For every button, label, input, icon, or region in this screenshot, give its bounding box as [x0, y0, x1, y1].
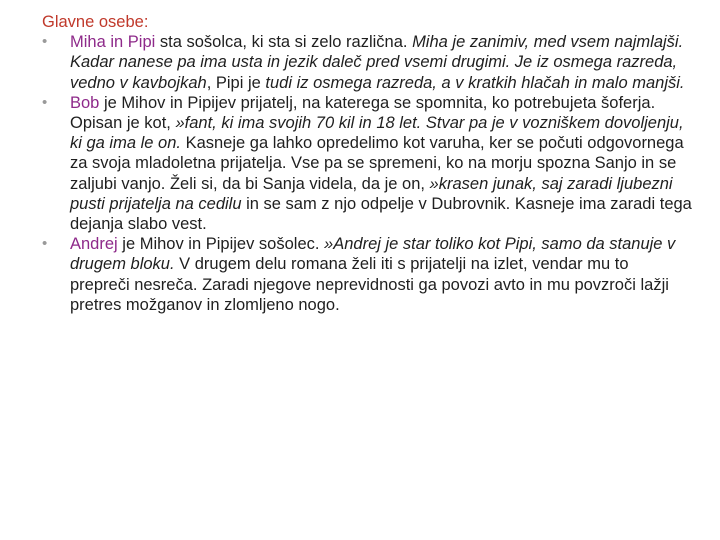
character-item [42, 234, 692, 315]
description-text: je Mihov in Pipijev prijatelj, na katerega se spomnita, ko potrebujeta šoferja. Opisan je kot, [70, 93, 656, 133]
quote-text: tudi iz osmega razreda, a v kratkih hlačah in malo manjši. [265, 73, 685, 92]
character-name: Andrej [70, 235, 118, 254]
character-item [42, 93, 692, 234]
description-text: sta sošolca, ki sta si zelo različna. [155, 33, 413, 52]
bullet-icon: • [42, 93, 48, 111]
description-text: V drugem delu romana želi iti s prijatelji na izlet, vendar mu to prepreči nesreča. Zaradi njegove neprevidnosti ga povozi avto in mu povzroči lažji pretres možganov in zlomljeno nogo. [70, 255, 669, 314]
content-area [42, 12, 692, 315]
quote-text: Miha je zanimiv, med vsem najmlajši. Kadar nanese pa ima usta in jezik daleč pred vsemi drugimi. Je iz osmega razreda, vedno v kavbojkah [70, 33, 684, 92]
character-list [42, 32, 692, 315]
quote-text: »krasen junak, saj zaradi ljubezni pusti prijatelja na cedilu [70, 174, 673, 213]
character-name: Bob [70, 93, 100, 112]
description-text: je Mihov in Pipijev sošolec. [117, 235, 325, 254]
description-text: , Pipi je [206, 73, 266, 92]
bullet-icon: • [42, 33, 48, 51]
quote-text: »Andrej je star toliko kot Pipi, samo da stanuje v drugem bloku. [70, 235, 676, 274]
description-text: Kasneje ga lahko opredelimo kot varuha, ker se počuti odgovornega za svoja mladoletna prijatelja. Vse pa se spremeni, ko na morju spozna Sanjo in se zaljubi vanjo. Želi si, da bi Sanja videla, da je on, [70, 134, 684, 193]
bullet-icon: • [42, 235, 48, 253]
character-item [42, 32, 692, 93]
character-name: Miha in Pipi [70, 33, 156, 52]
quote-text: »fant, ki ima svojih 70 kil in 18 let. Stvar pa je v vozniškem dovoljenju, ki ga ima le on. [70, 114, 684, 153]
description-text: in se sam z njo odpelje v Dubrovnik. Kasneje ima zaradi tega dejanja slabo vest. [70, 194, 692, 234]
heading: Glavne osebe: [42, 13, 149, 31]
